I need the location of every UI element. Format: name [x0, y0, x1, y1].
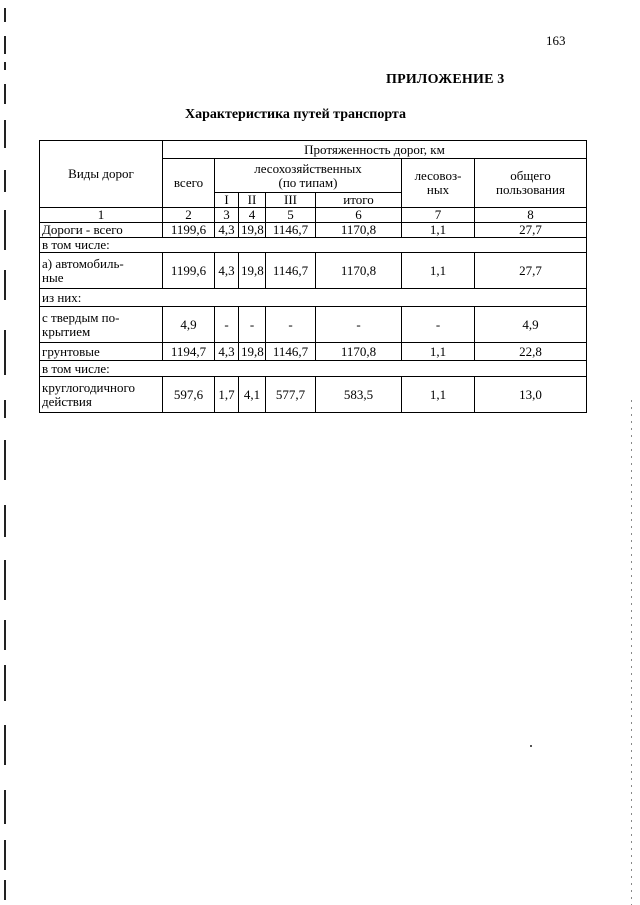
column-number-row — [40, 208, 587, 223]
header-logging-line1: лесовоз- — [414, 168, 462, 183]
header-type-2: II — [239, 193, 266, 208]
cell-value: - — [239, 307, 266, 343]
cell-value: 1,7 — [215, 377, 239, 413]
header-type-1: I — [215, 193, 239, 208]
row-label: грунтовые — [40, 343, 163, 361]
table-row — [40, 377, 587, 413]
cell-value: 13,0 — [475, 377, 587, 413]
appendix-title: ПРИЛОЖЕНИЕ 3 — [386, 72, 505, 87]
column-number: 6 — [316, 208, 402, 223]
section-row — [40, 289, 587, 307]
header-public-line1: общего — [510, 168, 551, 183]
row-label-line2: действия — [42, 393, 92, 409]
cell-value: 597,6 — [163, 377, 215, 413]
cell-value: 4,9 — [163, 307, 215, 343]
cell-value: 22,8 — [475, 343, 587, 361]
cell-value: - — [266, 307, 316, 343]
column-number: 2 — [163, 208, 215, 223]
table-title: Характеристика путей транспорта — [185, 107, 406, 122]
column-number: 5 — [266, 208, 316, 223]
row-label: Дороги - всего — [40, 223, 163, 238]
table-row — [40, 343, 587, 361]
cell-value: 1170,8 — [316, 223, 402, 238]
cell-value: 1,1 — [402, 343, 475, 361]
cell-value: 1,1 — [402, 223, 475, 238]
scan-edge-artifact — [0, 0, 14, 905]
row-label — [40, 253, 163, 289]
cell-value: - — [316, 307, 402, 343]
cell-value: 1170,8 — [316, 343, 402, 361]
cell-value: 19,8 — [239, 343, 266, 361]
header-forestry-total: итого — [316, 193, 402, 208]
cell-value: 1199,6 — [163, 253, 215, 289]
scan-speck — [530, 745, 532, 747]
cell-value: 4,9 — [475, 307, 587, 343]
row-label-line1: круглогодичного — [42, 379, 136, 395]
column-number: 8 — [475, 208, 587, 223]
column-number: 4 — [239, 208, 266, 223]
cell-value: 1170,8 — [316, 253, 402, 289]
cell-value: 4,3 — [215, 343, 239, 361]
header-road-types: Виды дорог — [40, 141, 163, 208]
header-public-line2: пользования — [496, 182, 565, 197]
cell-value: 4,3 — [215, 223, 239, 238]
header-forestry-line1: лесохозяйственных — [254, 160, 362, 176]
header-type-3: III — [266, 193, 316, 208]
cell-value: 1199,6 — [163, 223, 215, 238]
cell-value: - — [402, 307, 475, 343]
section-row — [40, 238, 587, 253]
column-number: 1 — [40, 208, 163, 223]
cell-value: 4,3 — [215, 253, 239, 289]
header-forestry-line2: (по типам) — [278, 174, 338, 190]
section-label: в том числе: — [40, 361, 587, 377]
header-length-group: Протяженность дорог, км — [163, 141, 587, 159]
cell-value: 1194,7 — [163, 343, 215, 361]
section-label: из них: — [40, 289, 587, 307]
row-label-line1: с твердым по- — [42, 309, 120, 325]
cell-value: 27,7 — [475, 253, 587, 289]
cell-value: 577,7 — [266, 377, 316, 413]
row-label — [40, 377, 163, 413]
cell-value: 1,1 — [402, 377, 475, 413]
cell-value: 4,1 — [239, 377, 266, 413]
row-label-line2: ные — [42, 269, 64, 285]
cell-value: 19,8 — [239, 223, 266, 238]
row-label-line1: а) автомобиль- — [42, 255, 124, 271]
cell-value: 27,7 — [475, 223, 587, 238]
section-label: в том числе: — [40, 238, 587, 253]
cell-value: 1146,7 — [266, 253, 316, 289]
column-number: 7 — [402, 208, 475, 223]
header-forestry-group — [215, 159, 402, 193]
cell-value: 1146,7 — [266, 343, 316, 361]
cell-value: - — [215, 307, 239, 343]
header-logging — [402, 159, 475, 208]
header-public — [475, 159, 587, 208]
header-row — [40, 141, 587, 159]
table-row — [40, 223, 587, 238]
header-logging-line2: ных — [426, 182, 450, 197]
section-row — [40, 361, 587, 377]
scan-edge-artifact-right — [631, 400, 632, 905]
column-number: 3 — [215, 208, 239, 223]
cell-value: 583,5 — [316, 377, 402, 413]
table-row — [40, 307, 587, 343]
table-row — [40, 253, 587, 289]
cell-value: 1,1 — [402, 253, 475, 289]
cell-value: 1146,7 — [266, 223, 316, 238]
transport-roads-table — [39, 140, 587, 413]
header-total: всего — [163, 159, 215, 208]
cell-value: 19,8 — [239, 253, 266, 289]
page-number: 163 — [546, 33, 566, 48]
row-label — [40, 307, 163, 343]
row-label-line2: крытием — [42, 323, 91, 339]
